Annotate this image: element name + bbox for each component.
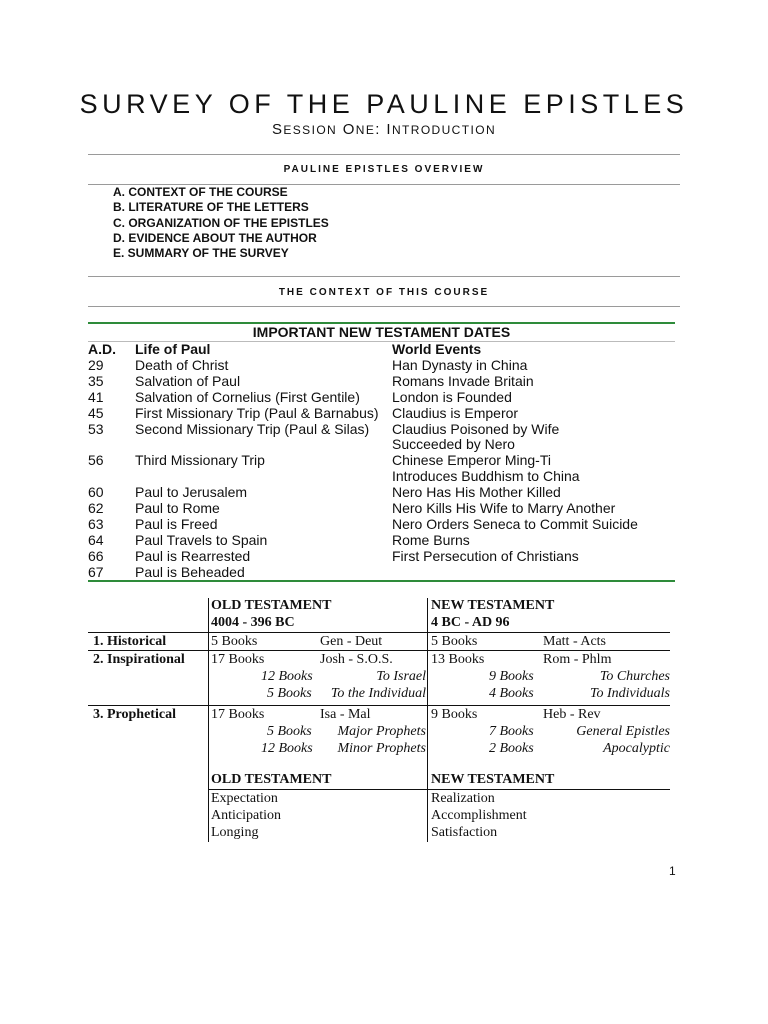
dates-header-row <box>88 342 675 358</box>
books-table <box>88 596 678 846</box>
row-life-event: Paul to Jerusalem <box>135 484 248 501</box>
ot-inspirational-count: 17 Books <box>211 652 265 667</box>
nt-prophetical-count: 9 Books <box>431 707 478 722</box>
nt-inspirational-count: 13 Books <box>431 652 485 667</box>
nt-dates: 4 BC - AD 96 <box>431 615 510 630</box>
ot-sub-count: 12 Books <box>261 741 313 756</box>
column-divider <box>208 598 209 842</box>
overview-item: D. EVIDENCE ABOUT THE AUTHOR <box>113 230 317 245</box>
row-life-event: Paul Travels to Spain <box>135 531 268 548</box>
row-world-event: Rome Burns <box>392 531 470 548</box>
dates-row <box>88 406 675 422</box>
nt-sub-count: 4 Books <box>489 686 534 701</box>
row-life-event: First Missionary Trip (Paul & Barnabus) <box>135 404 379 421</box>
row-world-event: Han Dynasty in China <box>392 357 528 373</box>
row-divider <box>88 705 670 706</box>
nt-historical-range: Matt - Acts <box>543 634 606 649</box>
row-year: 66 <box>88 547 104 564</box>
dates-row <box>88 358 675 374</box>
nt-sub-label: Apocalyptic <box>603 741 670 756</box>
ot-sub-label: Major Prophets <box>337 724 426 739</box>
nt-sub-count: 2 Books <box>489 741 534 756</box>
nt-historical-count: 5 Books <box>431 634 478 649</box>
row-world-event: Nero Orders Seneca to Commit Suicide <box>392 515 638 532</box>
dates-row <box>88 501 675 517</box>
row-world-event: Nero Kills His Wife to Marry Another <box>392 500 616 517</box>
row-world-event: Romans Invade Britain <box>392 372 534 389</box>
row-year: 56 <box>88 452 104 469</box>
row-divider <box>88 632 670 633</box>
row-life-event: Salvation of Cornelius (First Gentile) <box>135 388 360 405</box>
dates-row <box>88 422 675 438</box>
ot-theme: Longing <box>211 825 259 840</box>
dates-row <box>88 549 675 565</box>
ot-historical-range: Gen - Deut <box>320 634 383 649</box>
nt-theme: Accomplishment <box>431 808 527 823</box>
nt-sub-label: General Epistles <box>576 724 670 739</box>
nt-sub-count: 9 Books <box>489 669 534 684</box>
overview-list <box>113 185 329 261</box>
header-ad: A.D. <box>88 341 116 357</box>
row-world-event: London is Founded <box>392 388 512 405</box>
row-year: 35 <box>88 372 104 389</box>
nt-themes-heading: NEW TESTAMENT <box>431 772 555 787</box>
row-world-event: Claudius Poisoned by Wife <box>392 420 560 437</box>
ot-themes-heading: OLD TESTAMENT <box>211 772 332 787</box>
context-heading: THE CONTEXT OF THIS COURSE <box>278 287 490 298</box>
document-subtitle: SESSION ONE: INTRODUCTION <box>271 121 497 138</box>
ot-sub-label: Minor Prophets <box>337 741 426 756</box>
row-divider <box>88 650 670 651</box>
category-inspirational: 2. Inspirational <box>93 652 185 667</box>
divider <box>88 306 680 307</box>
row-life-event: Death of Christ <box>135 357 229 373</box>
row-year: 29 <box>88 357 104 373</box>
ot-sub-label: To the Individual <box>330 686 426 701</box>
row-year: 53 <box>88 420 104 437</box>
nt-theme: Realization <box>431 791 495 806</box>
ot-prophetical-range: Isa - Mal <box>320 707 371 722</box>
nt-heading: NEW TESTAMENT <box>431 598 555 613</box>
row-life-event: Paul is Freed <box>135 515 218 532</box>
dates-row <box>88 453 675 469</box>
divider <box>88 276 680 277</box>
row-world-event: Chinese Emperor Ming-Ti <box>392 452 551 469</box>
header-world-events: World Events <box>392 341 482 357</box>
overview-item: E. SUMMARY OF THE SURVEY <box>113 246 289 261</box>
ot-sub-count: 5 Books <box>267 724 312 739</box>
ot-theme: Expectation <box>211 791 278 806</box>
page-number: 1 <box>669 864 676 878</box>
ot-historical-count: 5 Books <box>211 634 258 649</box>
ot-heading: OLD TESTAMENT <box>211 598 332 613</box>
row-world-event: Nero Has His Mother Killed <box>392 484 561 501</box>
overview-item: C. ORGANIZATION OF THE EPISTLES <box>113 215 329 230</box>
divider <box>88 154 680 155</box>
row-life-event: Paul is Beheaded <box>135 563 245 580</box>
dates-title: IMPORTANT NEW TESTAMENT DATES <box>252 324 511 340</box>
ot-sub-label: To Israel <box>376 669 426 684</box>
dates-row <box>88 390 675 406</box>
nt-theme: Satisfaction <box>431 825 498 840</box>
row-world-event: First Persecution of Christians <box>392 547 579 564</box>
ot-sub-count: 12 Books <box>261 669 313 684</box>
nt-prophetical-range: Heb - Rev <box>543 707 601 722</box>
ot-inspirational-range: Josh - S.O.S. <box>320 652 393 667</box>
ot-prophetical-count: 17 Books <box>211 707 265 722</box>
row-life-event: Second Missionary Trip (Paul & Silas) <box>135 420 370 437</box>
header-life-of-paul: Life of Paul <box>135 341 211 357</box>
dates-row <box>88 374 675 390</box>
row-life-event: Third Missionary Trip <box>135 452 265 469</box>
row-year: 63 <box>88 515 104 532</box>
nt-sub-count: 7 Books <box>489 724 534 739</box>
category-prophetical: 3. Prophetical <box>93 707 176 722</box>
dates-row <box>88 517 675 533</box>
column-divider <box>427 598 428 842</box>
dates-row <box>88 533 675 549</box>
ot-dates: 4004 - 396 BC <box>211 615 295 630</box>
row-world-event: Claudius is Emperor <box>392 404 519 421</box>
row-year: 45 <box>88 404 104 421</box>
ot-sub-count: 5 Books <box>267 686 312 701</box>
row-divider <box>208 789 670 790</box>
row-life-event: Paul is Rearrested <box>135 547 251 564</box>
row-year: 60 <box>88 484 104 501</box>
overview-item: B. LITERATURE OF THE LETTERS <box>113 200 309 215</box>
ot-theme: Anticipation <box>211 808 281 823</box>
dates-row <box>88 565 675 581</box>
nt-inspirational-range: Rom - Phlm <box>543 652 612 667</box>
row-year: 64 <box>88 531 104 548</box>
dates-table <box>88 342 675 580</box>
row-world-event: Succeeded by Nero <box>392 436 515 453</box>
document-title: SURVEY OF THE PAULINE EPISTLES <box>79 89 689 119</box>
dates-row <box>88 469 675 485</box>
row-life-event: Paul to Rome <box>135 500 220 517</box>
nt-sub-label: To Churches <box>599 669 670 684</box>
dates-row <box>88 437 675 453</box>
dates-row <box>88 485 675 501</box>
nt-sub-label: To Individuals <box>590 686 670 701</box>
row-year: 62 <box>88 500 104 517</box>
overview-heading: PAULINE EPISTLES OVERVIEW <box>283 164 485 175</box>
row-year: 67 <box>88 563 104 580</box>
dates-bottom-rule <box>88 580 675 582</box>
overview-item: A. CONTEXT OF THE COURSE <box>113 185 288 199</box>
row-life-event: Salvation of Paul <box>135 372 241 389</box>
row-world-event: Introduces Buddhism to China <box>392 468 580 485</box>
row-year: 41 <box>88 388 104 405</box>
category-historical: 1. Historical <box>93 634 167 649</box>
